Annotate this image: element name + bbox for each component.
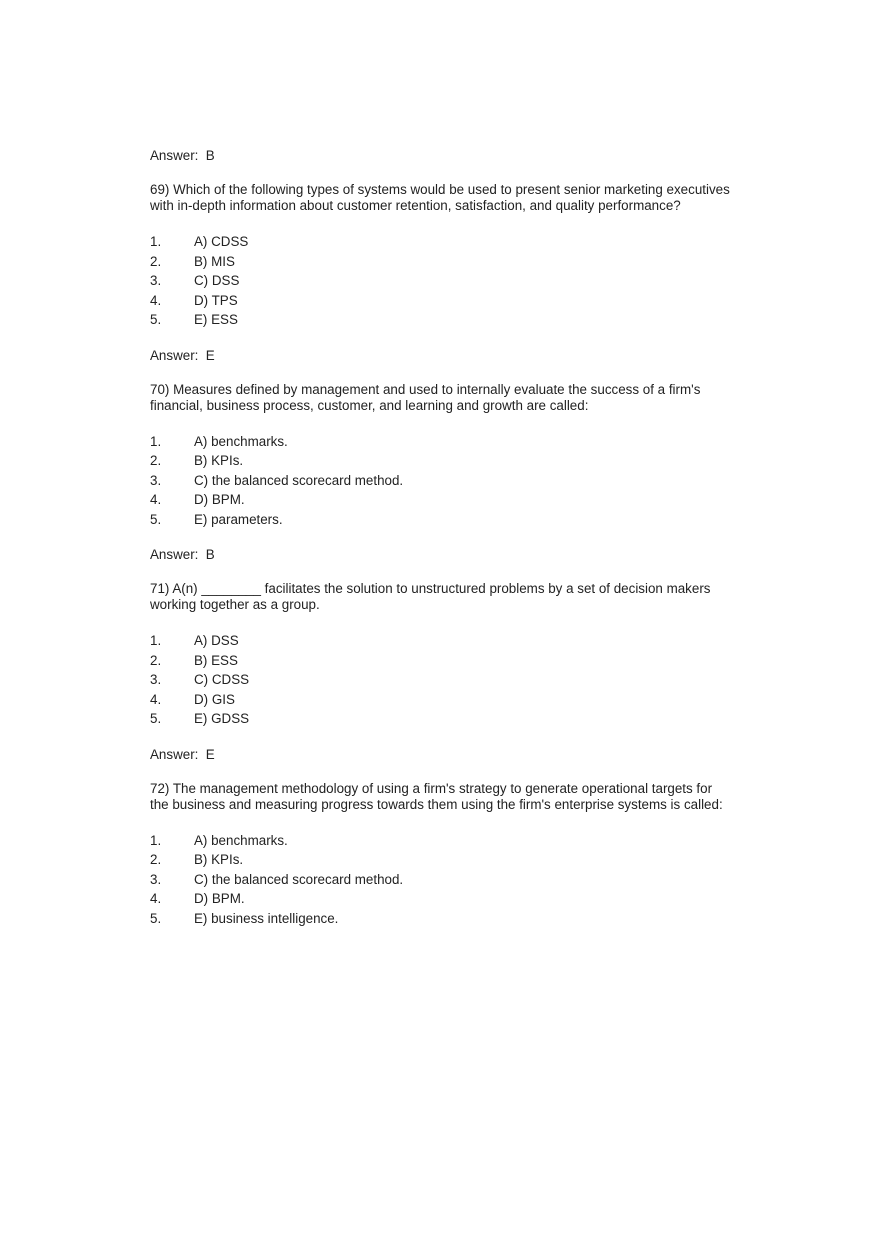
- option-text: E) business intelligence.: [194, 910, 339, 926]
- option-text: C) the balanced scorecard method.: [194, 472, 404, 488]
- option-number: 2.: [150, 453, 162, 468]
- option-item: [150, 310, 730, 330]
- option-item: [150, 670, 730, 690]
- option-number: 3.: [150, 472, 162, 488]
- option-text: B) MIS: [194, 253, 235, 269]
- answer-line: Answer: E: [150, 347, 215, 363]
- option-item: [150, 870, 730, 890]
- option-item: [150, 232, 730, 252]
- option-number: 4.: [150, 292, 162, 308]
- option-number: 3.: [150, 273, 162, 288]
- option-text: D) TPS: [194, 292, 238, 308]
- question-block: [150, 781, 730, 929]
- option-item: [150, 471, 730, 491]
- option-text: B) KPIs.: [194, 453, 244, 468]
- option-text: A) benchmarks.: [194, 832, 288, 848]
- question-text: 71) A(n) ________ facilitates the solution to unstructured problems by a set of decision makers working together as a group.: [150, 581, 711, 612]
- question-block: [150, 581, 730, 763]
- answer-line: Answer: B: [150, 547, 215, 562]
- option-item: [150, 889, 730, 909]
- option-item: [150, 850, 730, 870]
- option-number: 1.: [150, 832, 162, 848]
- option-number: 2.: [150, 652, 162, 668]
- option-list: [150, 232, 730, 330]
- question-block: [150, 182, 730, 364]
- option-text: D) GIS: [194, 691, 235, 707]
- answer-line: Answer: B: [150, 148, 215, 163]
- option-text: C) DSS: [194, 273, 240, 288]
- option-text: B) ESS: [194, 652, 238, 668]
- option-item: [150, 451, 730, 471]
- option-number: 3.: [150, 871, 162, 887]
- option-text: E) parameters.: [194, 511, 283, 527]
- option-number: 5.: [150, 312, 162, 327]
- option-text: B) KPIs.: [194, 852, 244, 867]
- option-number: 5.: [150, 711, 162, 726]
- option-item: [150, 252, 730, 272]
- option-list: [150, 631, 730, 729]
- option-text: C) CDSS: [194, 672, 250, 687]
- question-block: [150, 382, 730, 564]
- option-number: 5.: [150, 511, 162, 527]
- option-text: E) GDSS: [194, 711, 250, 726]
- option-text: D) BPM.: [194, 891, 245, 906]
- option-text: E) ESS: [194, 312, 238, 327]
- option-number: 3.: [150, 672, 162, 687]
- option-item: [150, 271, 730, 291]
- option-number: 4.: [150, 691, 162, 707]
- option-text: A) DSS: [194, 633, 239, 648]
- option-item: [150, 651, 730, 671]
- option-item: [150, 510, 730, 530]
- question-text: 69) Which of the following types of systems would be used to present senior marketing executives with in-depth information about customer retention, satisfaction, and quality performance?: [150, 182, 730, 213]
- question-text: 72) The management methodology of using a firm's strategy to generate operational targets for the business and measuring progress towards them using the firm's enterprise systems is called:: [150, 780, 723, 812]
- document-page: [150, 148, 730, 928]
- option-number: 2.: [150, 852, 162, 867]
- option-number: 1.: [150, 633, 162, 648]
- option-text: A) benchmarks.: [194, 433, 288, 449]
- option-list: [150, 831, 730, 929]
- option-item: [150, 432, 730, 452]
- option-number: 2.: [150, 253, 162, 269]
- option-number: 1.: [150, 234, 162, 249]
- option-item: [150, 690, 730, 710]
- option-item: [150, 291, 730, 311]
- option-item: [150, 490, 730, 510]
- answer-line: Answer: E: [150, 746, 215, 762]
- option-list: [150, 432, 730, 530]
- option-item: [150, 831, 730, 851]
- option-text: A) CDSS: [194, 234, 249, 249]
- option-item: [150, 909, 730, 929]
- option-number: 4.: [150, 492, 162, 507]
- question-text: 70) Measures defined by management and used to internally evaluate the success of a firm's financial, business process, customer, and learning and growth are called:: [150, 381, 701, 413]
- option-number: 4.: [150, 891, 162, 906]
- option-text: D) BPM.: [194, 492, 245, 507]
- option-item: [150, 631, 730, 651]
- option-number: 5.: [150, 910, 162, 926]
- option-item: [150, 709, 730, 729]
- option-number: 1.: [150, 433, 162, 449]
- option-text: C) the balanced scorecard method.: [194, 871, 404, 887]
